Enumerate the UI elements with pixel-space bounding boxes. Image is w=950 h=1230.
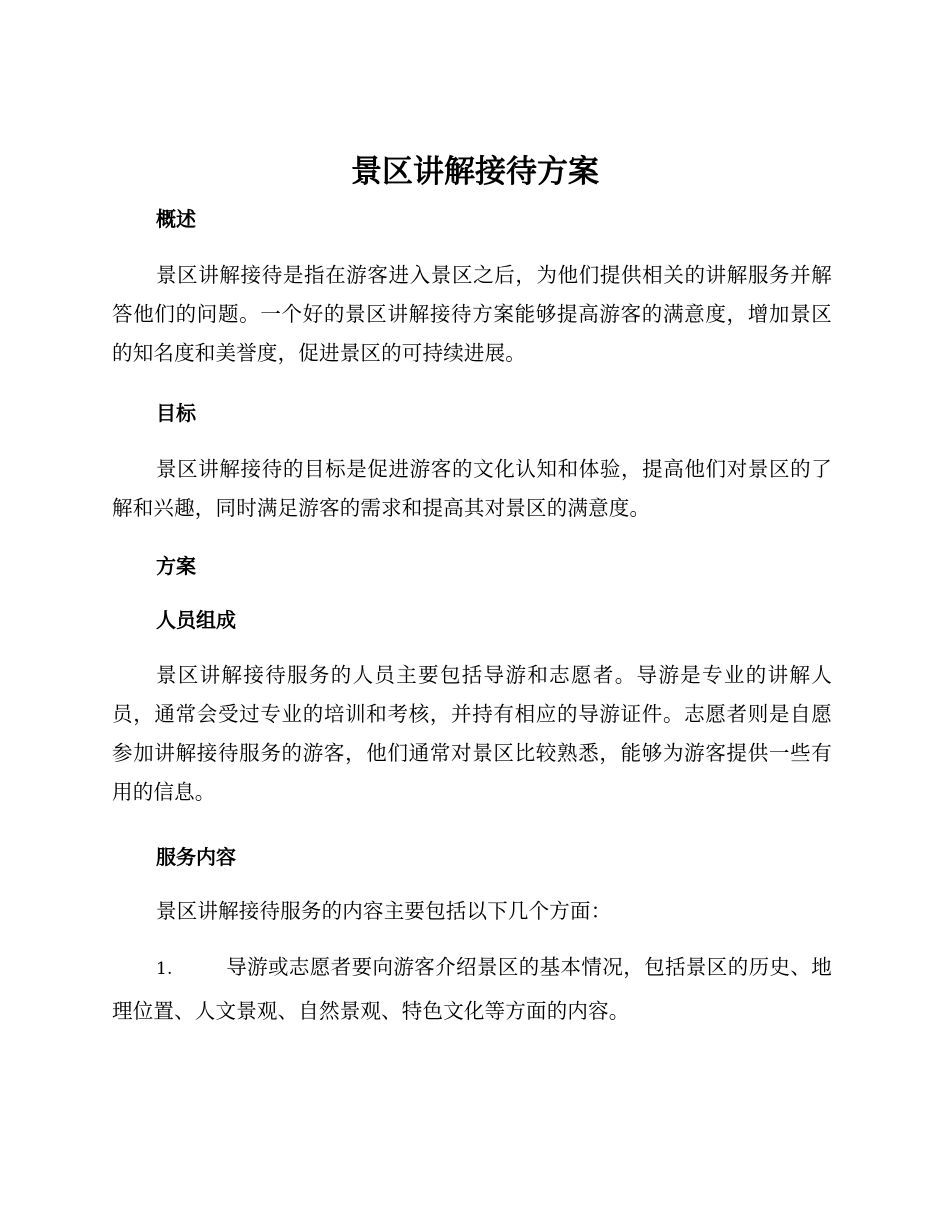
list-item — [112, 946, 832, 1032]
list-item-content — [112, 946, 832, 1032]
paragraph-goal: 景区讲解接待的目标是促进游客的文化认知和体验，提高他们对景区的了解和兴趣，同时满足游客的需求和提高其对景区的满意度。 — [112, 457, 832, 520]
paragraph-staff: 景区讲解接待服务的人员主要包括导游和志愿者。导游是专业的讲解人员，通常会受过专业的培训和考核，并持有相应的导游证件。志愿者则是自愿参加讲解接待服务的游客，他们通常对景区比较熟悉，能够为游客提供一些有用的信息。 — [112, 663, 832, 804]
document-title: 景区讲解接待方案 — [351, 154, 599, 190]
heading-plan: 方案 — [156, 554, 196, 578]
heading-goal: 目标 — [156, 401, 196, 425]
paragraph-service-intro: 景区讲解接待服务的内容主要包括以下几个方面： — [156, 899, 612, 923]
list-item-number: 1. — [156, 959, 173, 979]
list-item-text: 导游或志愿者要向游客介绍景区的基本情况，包括景区的历史、地理位置、人文景观、自然景观、特色文化等方面的内容。 — [112, 955, 832, 1023]
heading-service: 服务内容 — [156, 845, 236, 869]
heading-staff: 人员组成 — [156, 608, 236, 632]
paragraph-overview: 景区讲解接待是指在游客进入景区之后，为他们提供相关的讲解服务并解答他们的问题。一个好的景区讲解接待方案能够提高游客的满意度，增加景区的知名度和美誉度，促进景区的可持续进展。 — [112, 263, 832, 365]
heading-overview: 概述 — [156, 207, 196, 231]
